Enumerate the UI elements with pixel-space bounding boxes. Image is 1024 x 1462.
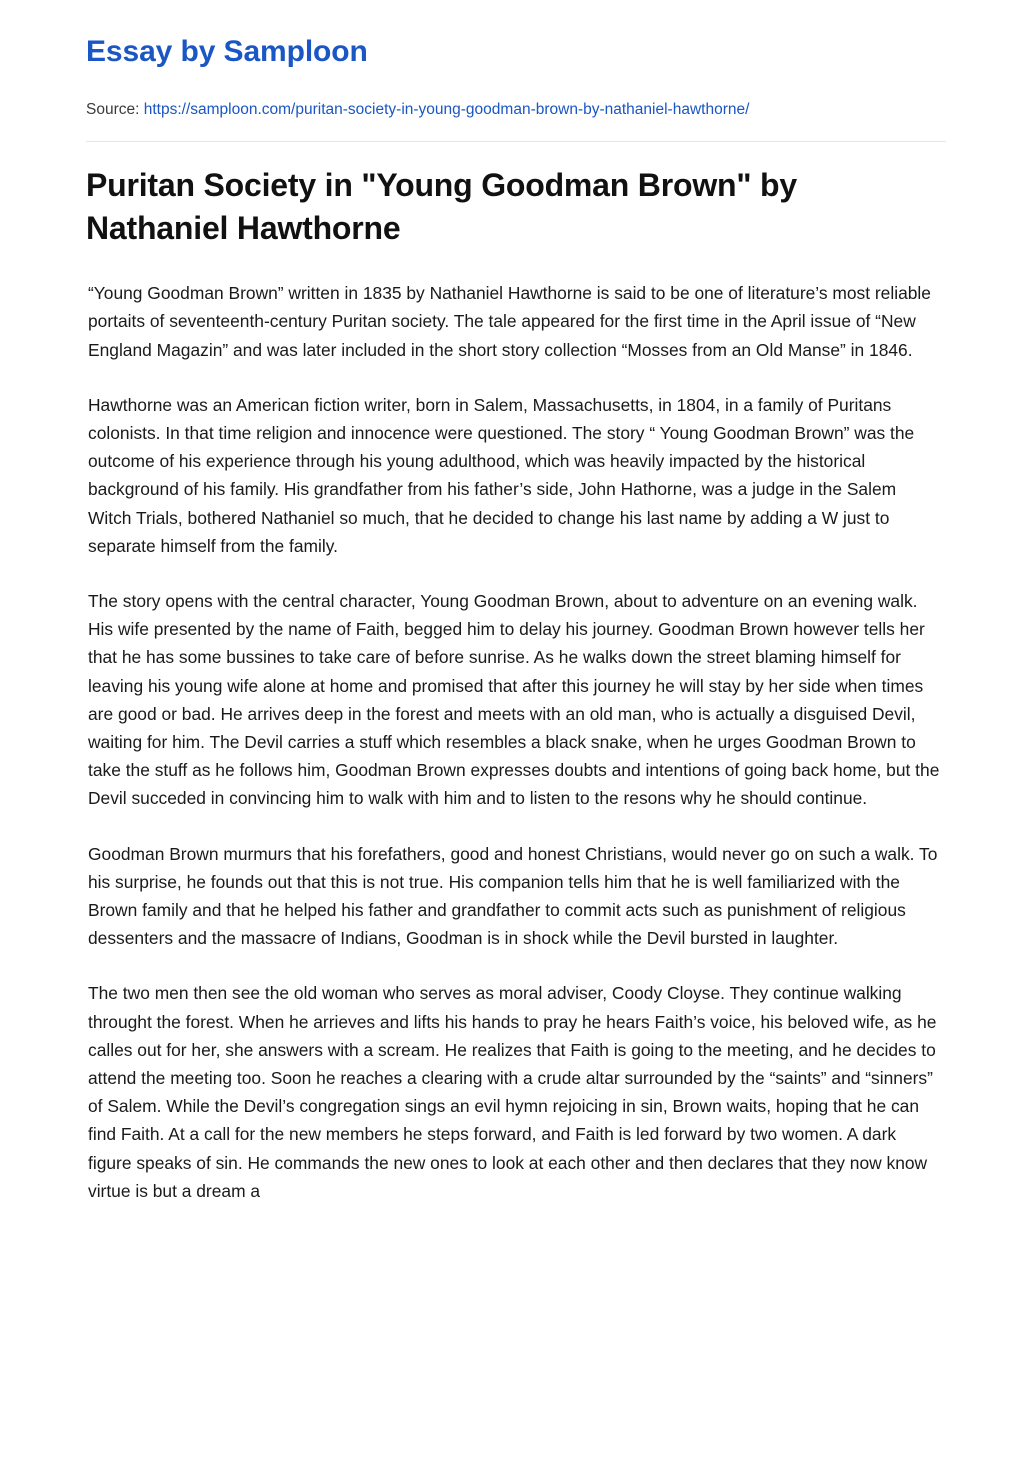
header-divider [86, 141, 946, 142]
page-content [84, 0, 940, 1205]
article-paragraph: Hawthorne was an American fiction writer, born in Salem, Massachusetts, in 1804, in a family of Puritans colonists. In that time religion and innocence were questioned. The story “ Young Goodman Brown” was the outcome of his experience through his young adulthood, which was heavily impacted by the historical background of his family. His grandfather from his father’s side, John Hathorne, was a judge in the Salem Witch Trials, bothered Nathaniel so much, that he decided to change his last name by adding a W just to separate himself from the family. [88, 394, 915, 556]
article-paragraph: Goodman Brown murmurs that his forefathers, good and honest Christians, would never go on such a walk. To his surprise, he founds out that this is not true. His companion tells him that he is well familiarized with the Brown family and that he helped his father and grandfather to commit acts such as punishment of religious dessenters and the massacre of Indians, Goodman is in shock while the Devil bursted in laughter. [88, 843, 938, 949]
article-paragraph: The story opens with the central character, Young Goodman Brown, about to adventure on an evening walk. His wife presented by the name of Faith, begged him to delay his journey. Goodman Brown however tells her that he has some bussines to take care of before sunrise. As he walks down the street blaming himself for leaving his young wife alone at home and promised that after this journey he will stay by her side when times are good or bad. He arrives deep in the forest and meets with an old man, who is actually a disguised Devil, waiting for him. The Devil carries a stuff which resembles a black snake, when he urges Goodman Brown to take the stuff as he follows him, Goodman Brown expresses doubts and intentions of going back home, but the Devil succeded in convincing him to walk with him and to listen to the resons why he should continue. [88, 590, 940, 809]
source-line [86, 97, 886, 122]
site-logo[interactable]: Essay by Samploon [86, 35, 368, 68]
article-paragraph: The two men then see the old woman who serves as moral adviser, Coody Cloyse. They continue walking throught the forest. When he arrieves and lifts his hands to pray he hears Faith’s voice, his beloved wife, as he calles out for her, she answers with a scream. He realizes that Faith is going to the meeting, and he decides to attend the meeting too. Soon he reaches a clearing with a crude altar surrounded by the “saints” and “sinners” of Salem. While the Devil’s congregation sings an evil hymn rejoicing in sin, Brown waits, hoping that he can find Faith. At a call for the new members he steps forward, and Faith is led forward by two women. A dark figure speaks of sin. He commands the new ones to look at each other and then declares that they now know virtue is but a dream a [88, 983, 937, 1201]
article-paragraph: “Young Goodman Brown” written in 1835 by Nathaniel Hawthorne is said to be one of literature’s most reliable portaits of seventeenth-century Puritan society. The tale appeared for the first time in the April issue of “New England Magazin” and was later included in the short story collection “Mosses from an Old Manse” in 1846. [88, 283, 931, 360]
source-label: Source: [86, 101, 140, 118]
page-title: Puritan Society in "Young Goodman Brown" by Nathaniel Hawthorne [86, 167, 797, 246]
article-body [88, 279, 940, 1205]
source-url-link[interactable]: https://samploon.com/puritan-society-in-young-goodman-brown-by-nathaniel-hawthorne/ [143, 101, 750, 118]
